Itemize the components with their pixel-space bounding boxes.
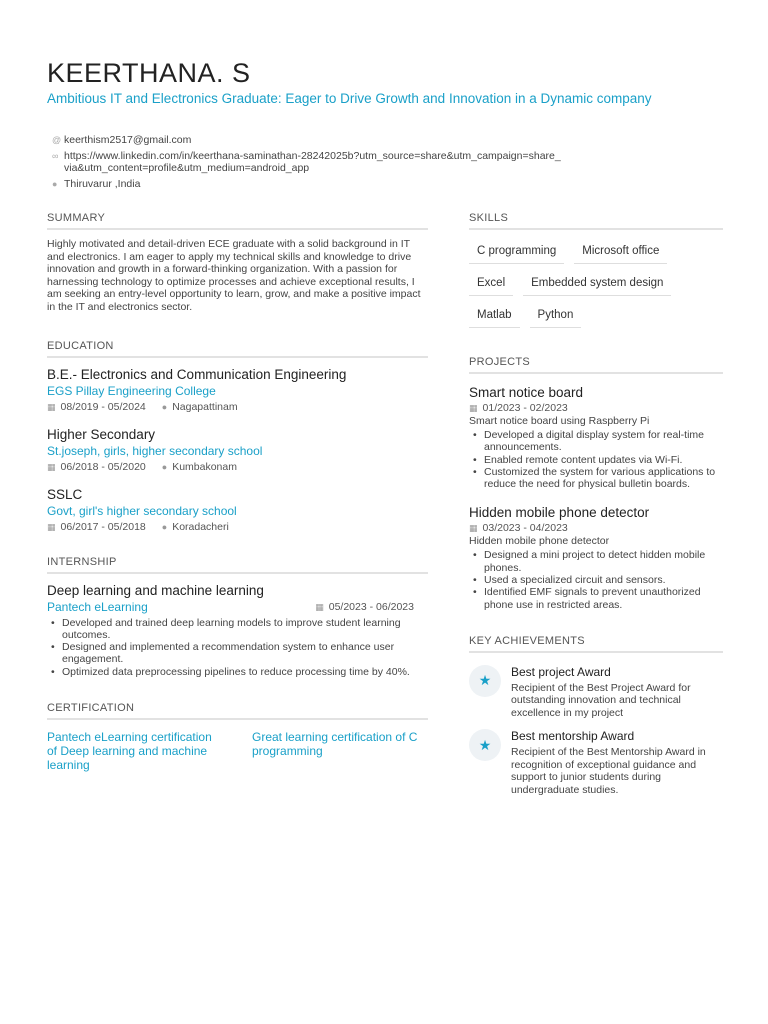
location-pin-icon: ● <box>161 401 168 412</box>
dates: 08/2019 - 05/2024 <box>60 400 146 413</box>
project-dates: 03/2023 - 04/2023 <box>482 522 568 535</box>
achievements-heading: KEY ACHIEVEMENTS <box>469 635 723 653</box>
project-description: Smart notice board using Raspberry Pi <box>469 415 650 427</box>
project-item <box>469 504 723 610</box>
achievement-description: Recipient of the Best Project Award for outstanding innovation and technical excellence in my project <box>511 681 691 719</box>
place: Koradacheri <box>172 520 229 533</box>
linkedin-contact <box>52 150 564 174</box>
education-meta <box>47 400 428 414</box>
certification-item: Great learning certification of C programming <box>252 730 418 759</box>
headline: Ambitious IT and Electronics Graduate: Eager to Drive Growth and Innovation in a Dynamic company <box>47 91 652 106</box>
place: Nagapattinam <box>172 400 238 413</box>
project-meta <box>469 401 723 415</box>
internship-dates: 05/2023 - 06/2023 <box>328 600 414 613</box>
education-meta <box>47 460 428 474</box>
school: EGS Pillay Engineering College <box>47 383 216 398</box>
calendar-icon: ▦ <box>469 403 478 413</box>
education-meta <box>47 520 428 534</box>
achievement-item <box>469 665 723 720</box>
calendar-icon: ▦ <box>47 401 56 412</box>
list-item: • Developed and trained deep learning models to improve student learning outcomes. <box>47 617 428 642</box>
skill-tag: Excel <box>469 276 513 296</box>
projects-heading: PROJECTS <box>469 356 723 374</box>
location-text: Thiruvarur ,India <box>64 178 141 190</box>
calendar-icon: ▦ <box>47 521 56 532</box>
skill-tag: C programming <box>469 244 564 264</box>
email-contact <box>52 134 584 146</box>
school: St.joseph, girls, higher secondary school <box>47 443 263 458</box>
project-dates: 01/2023 - 02/2023 <box>482 402 568 414</box>
internship-meta <box>47 599 428 615</box>
place: Kumbakonam <box>172 460 237 473</box>
dates: 06/2018 - 05/2020 <box>60 460 146 473</box>
calendar-icon: ▦ <box>47 461 56 472</box>
degree: Higher Secondary <box>47 426 156 442</box>
calendar-icon: ▦ <box>315 601 324 612</box>
internship-company: Pantech eLearning <box>47 599 148 614</box>
education-item <box>47 486 428 534</box>
skills-heading: SKILLS <box>469 212 723 230</box>
skill-tag: Matlab <box>469 308 520 328</box>
internship-bullets <box>47 617 428 678</box>
list-item: • Identified EMF signals to prevent unauthorized phone use in restricted areas. <box>469 586 723 611</box>
certification-list <box>47 730 428 772</box>
skill-tag: Embedded system design <box>523 276 671 296</box>
email-text[interactable]: keerthism2517@gmail.com <box>64 134 192 146</box>
achievement-item <box>469 729 723 796</box>
star-icon: ★ <box>469 665 501 697</box>
left-column <box>47 212 428 772</box>
project-title: Smart notice board <box>469 385 584 400</box>
location-pin-icon: ● <box>52 179 58 189</box>
list-item: • Customized the system for various applications to reduce the need for physical bulletin boards. <box>469 466 723 491</box>
project-bullets <box>469 549 723 610</box>
skill-tag: Microsoft office <box>574 244 667 264</box>
skills-list <box>469 244 723 340</box>
candidate-name: KEERTHANA. S <box>47 58 251 88</box>
star-icon: ★ <box>469 729 501 761</box>
location-pin-icon: ● <box>161 521 168 532</box>
achievement-title: Best project Award <box>511 664 611 679</box>
degree: B.E.- Electronics and Communication Engineering <box>47 366 347 382</box>
education-item <box>47 426 428 474</box>
achievement-title: Best mentorship Award <box>511 729 635 744</box>
internship-heading: INTERNSHIP <box>47 556 428 574</box>
school: Govt, girl's higher secondary school <box>47 503 237 518</box>
certification-heading: CERTIFICATION <box>47 702 428 720</box>
link-icon: ∞ <box>52 151 59 161</box>
internship-role: Deep learning and machine learning <box>47 582 264 598</box>
at-icon: @ <box>52 135 62 145</box>
summary-heading: SUMMARY <box>47 212 428 230</box>
dates: 06/2017 - 05/2018 <box>60 520 146 533</box>
list-item: • Used a specialized circuit and sensors. <box>469 574 723 586</box>
list-item: • Enabled remote content updates via Wi-Fi. <box>469 454 723 466</box>
degree: SSLC <box>47 486 83 502</box>
education-item <box>47 366 428 414</box>
skill-tag: Python <box>530 308 582 328</box>
right-column <box>469 212 723 806</box>
summary-text: Highly motivated and detail-driven ECE graduate with a solid background in IT and electronics. I am eager to apply my technical skills and knowledge to drive innovation and growth in a forward-thinking organization. With a passion for harnessing technology to optimize processes and achieve exceptional results, I am seeking an entry-level opportunity to learn, grow, and make a positive impact in the IT and electronics sector. <box>47 238 421 313</box>
project-description: Hidden mobile phone detector <box>469 535 610 548</box>
list-item: • Developed a digital display system for real-time announcements. <box>469 429 723 454</box>
location-pin-icon: ● <box>161 461 168 472</box>
list-item: • Optimized data preprocessing pipelines to reduce processing time by 40%. <box>47 666 428 678</box>
project-bullets <box>469 429 723 490</box>
internship-dates-wrap <box>315 600 414 614</box>
calendar-icon: ▦ <box>469 523 478 534</box>
project-title: Hidden mobile phone detector <box>469 505 650 521</box>
education-heading: EDUCATION <box>47 340 428 358</box>
project-item <box>469 384 723 490</box>
list-item: • Designed a mini project to detect hidden mobile phones. <box>469 549 723 574</box>
list-item: • Designed and implemented a recommendation system to enhance user engagement. <box>47 641 428 666</box>
linkedin-text[interactable]: https://www.linkedin.com/in/keerthana-saminathan-28242025b?utm_source=share&utm_campaign=share_via&utm_content=profile&utm_medium=android_app <box>64 150 561 174</box>
location-contact <box>52 178 584 190</box>
project-meta <box>469 521 723 535</box>
achievement-description: Recipient of the Best Mentorship Award in recognition of exceptional guidance and support to junior students during undergraduate studies. <box>511 746 706 796</box>
certification-item: Pantech eLearning certification of Deep learning and machine learning <box>47 730 212 773</box>
